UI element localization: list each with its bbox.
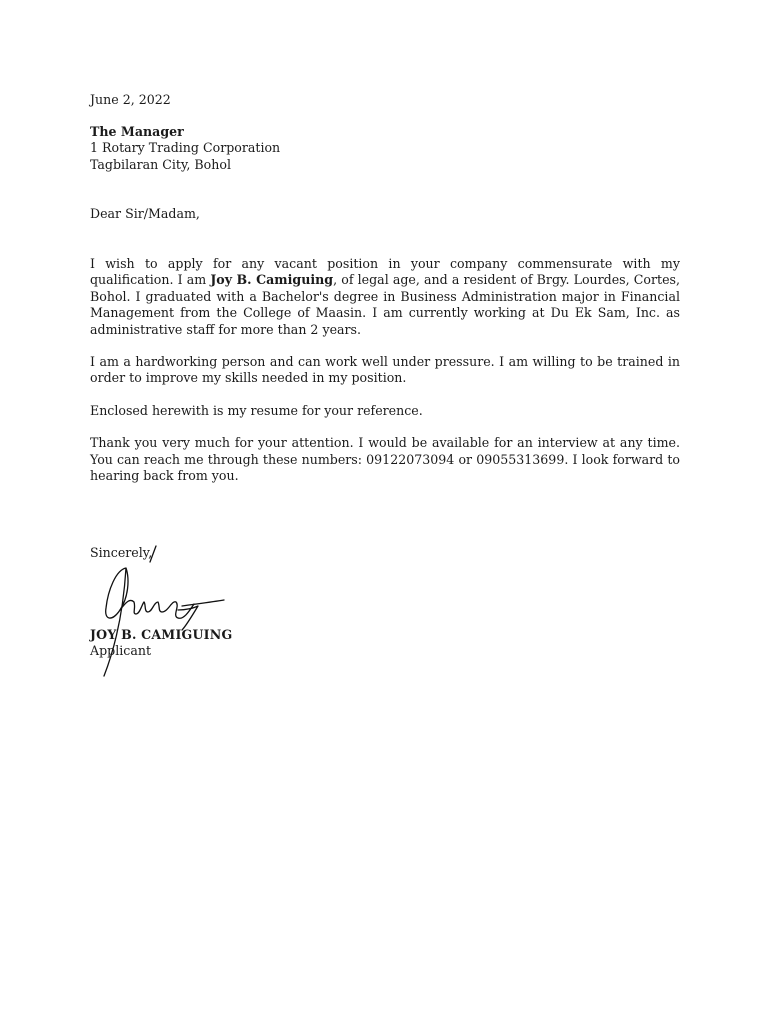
paragraph-1-rest: , of legal age, and a resident of Brgy. Lourdes, Cortes, Bohol. I graduated with a Bachelor's degree in Business Administration major in Financial Management from the College of Maasin. I am currently working at Du Ek Sam, Inc. as administrative staff for more than 2 years. <box>90 272 681 337</box>
salutation: Dear Sir/Madam, <box>90 206 200 221</box>
recipient-name: The Manager <box>90 124 184 139</box>
letter-date: June 2, 2022 <box>90 92 171 107</box>
body-paragraph-1 <box>90 256 680 338</box>
body-paragraph-3: Enclosed herewith is my resume for your reference. <box>90 402 423 418</box>
body-paragraph-4: Thank you very much for your attention. I would be available for an interview at any time. You can reach me through these numbers: 09122073094 or 09055313699. I look forward to hearing back from you. <box>90 435 680 484</box>
signer-block <box>90 627 680 660</box>
recipient-address-line2: Tagbilaran City, Bohol <box>90 156 231 172</box>
signer-name: JOY B. CAMIGUING <box>90 627 233 642</box>
recipient-address-line1: 1 Rotary Trading Corporation <box>90 140 281 156</box>
recipient-block <box>90 124 680 173</box>
paragraph-1-intro: I wish to apply for any vacant position in your company commensurate with my qualification. I am <box>90 256 680 288</box>
signer-title: Applicant <box>90 643 152 659</box>
body-paragraph-2: I am a hardworking person and can work well under pressure. I am willing to be trained in order to improve my skills needed in my position. <box>90 354 680 386</box>
applicant-name-inline: Joy B. Camiguing <box>210 272 334 288</box>
letter-body <box>90 256 680 500</box>
closing: Sincerely, <box>90 545 153 560</box>
